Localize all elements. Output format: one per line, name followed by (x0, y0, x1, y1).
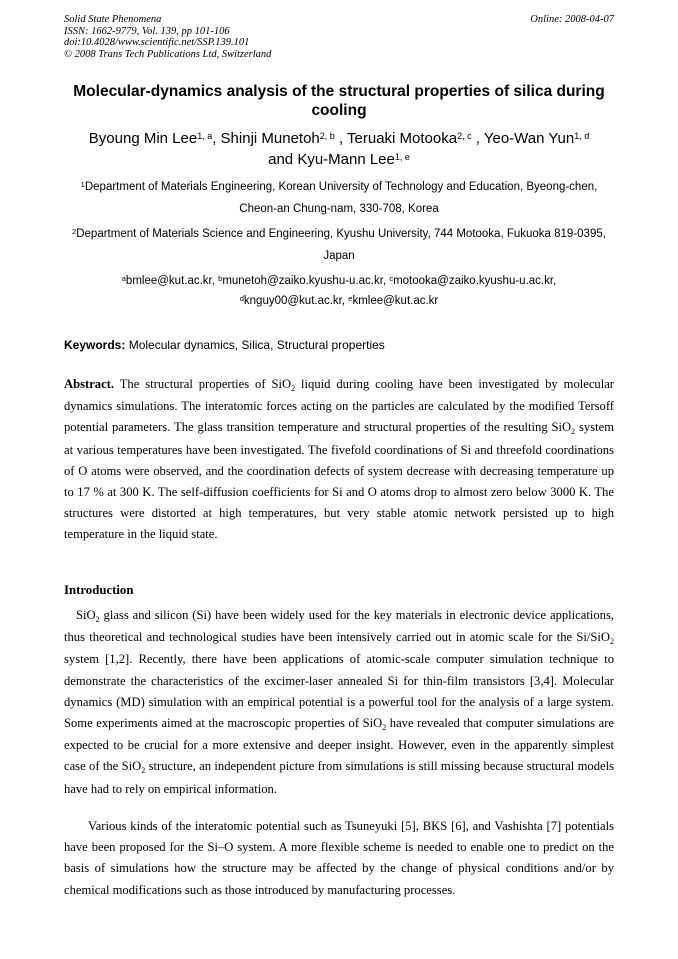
journal-name: Solid State Phenomena (64, 14, 162, 25)
section-heading: Introduction (64, 583, 134, 597)
subscript: 2 (382, 723, 387, 733)
email-mark: e (348, 294, 353, 303)
keywords (64, 336, 614, 354)
author-name: Teruaki Motooka (347, 130, 458, 147)
keywords-text: Molecular dynamics, Silica, Structural properties (128, 338, 385, 352)
affiliation-mark: 1 (80, 180, 85, 189)
subscript: 2 (610, 637, 614, 647)
affiliation-2 (64, 223, 614, 267)
email-link[interactable]: kmlee@kut.ac.kr (352, 295, 439, 307)
affiliation-mark: 2 (72, 227, 77, 236)
doi-line[interactable]: doi:10.4028/www.scientific.net/SSP.139.101 (64, 37, 250, 49)
paragraph-text: glass and silicon (Si) have been widely used for the key materials in electronic device applications, thus theoretical and technological studies have been intensively carried out in atomic scale for the Si/SiO (64, 608, 614, 645)
keywords-label: Keywords: (64, 338, 126, 352)
author-name: Byoung Min Lee (88, 130, 198, 147)
author-affiliation-mark: 2, b (319, 131, 335, 141)
email-mark: b (218, 274, 223, 283)
subscript: 2 (291, 384, 296, 393)
online-date: Online: 2008-04-07 (530, 14, 614, 25)
author-name: Yeo-Wan Yun (483, 130, 575, 147)
subscript: 2 (141, 766, 146, 776)
subscript: 2 (571, 427, 576, 437)
email-link[interactable]: munetoh@zaiko.kyushu-u.ac.kr (222, 275, 383, 287)
abstract (64, 374, 614, 546)
paragraph-text: have revealed that computer simulations are expected to be crucial for a more extensive and deeper insight. However, even in the apparently simplest case of the SiO (64, 716, 614, 774)
paper-title: Molecular-dynamics analysis of the structural properties of silica during cooling (73, 83, 605, 119)
abstract-text: The structural properties of SiO (119, 377, 292, 391)
abstract-text: liquid during cooling have been investigated by molecular dynamics simulations. The interatomic forces acting on the particles are calculated by the modified Tersoff potential parameters. The glass transition temperature and structural properties of the resulting SiO (64, 377, 615, 435)
email-link[interactable]: motooka@zaiko.kyushu-u.ac.kr (393, 275, 554, 287)
author-affiliation-mark: 1, e (394, 152, 410, 162)
affiliation-text: Department of Materials Science and Engineering, Kyushu University, 744 Motooka, Fukuoka 819-0395, Japan (76, 228, 606, 262)
email-list: $^a$bmlee@kut.ac.kr, $^b$munetoh@zaiko.kyushu-u.ac.kr, $^c$motooka@zaiko.kyushu-u.ac.kr, $^d$knguy00@kut.ac.kr, $^e$kmlee@kut.ac.kr (121, 274, 557, 307)
author-list: Byoung Min Lee$^{1, a}$, Shinji Munetoh$^{2, b}$ , Teruaki Motooka$^{2, c}$ , Yeo-Wan Yun$^{1, d}$ and Kyu-Mann Lee$^{1, e}$ (88, 130, 590, 168)
abstract-text: system at various temperatures have been investigated. The fivefold coordinations of Si and threefold coordinations of O atoms were observed, and the coordination defects of system decrease with decreasing temperature up to 17 % at 300 K. The self-diffusion coefficients for Si and O atoms drop to almost zero below 3000 K. The structures were distorted at high temperatures, but very stable atomic network persisted up to high temperature in the liquid state. (64, 420, 614, 542)
copyright-line: © 2008 Trans Tech Publications Ltd, Switzerland (64, 48, 272, 60)
journal-header (64, 14, 271, 60)
author-affiliation-mark: 1, d (574, 131, 590, 141)
paragraph-text: structure, an independent picture from simulations is still missing because structural models have had to rely on empirical information. (64, 759, 614, 796)
email-link[interactable]: knguy00@kut.ac.kr (243, 295, 342, 307)
abstract-label: Abstract. (64, 377, 115, 391)
email-mark: a (121, 274, 126, 283)
author-affiliation-mark: 2, c (457, 131, 472, 141)
intro-paragraph-2: Various kinds of the interatomic potential such as Tsuneyuki [5], BKS [6], and Vashishta [7] potentials have been proposed for the Si–O system. A more flexible scheme is needed to enable one to predict on the basis of simulations how the structure may be affected by the change of physical conditions and/or by chemical modifications such as those introduced by manufacturing processes. (64, 819, 614, 897)
email-mark: d (239, 294, 244, 303)
email-link[interactable]: bmlee@kut.ac.kr (125, 275, 212, 287)
author-name: Kyu-Mann Lee (297, 151, 395, 168)
author-affiliation-mark: 1, a (197, 131, 213, 141)
subscript: 2 (95, 615, 100, 624)
issn-line: ISSN: 1662-9779, Vol. 139, pp 101-106 (64, 25, 230, 37)
affiliation-text: Department of Materials Engineering, Korean University of Technology and Education, Byeong-chen, Cheon-an Chung-nam, 330-708, Korea (84, 181, 598, 215)
affiliation-1 (64, 176, 614, 220)
author-name: Shinji Munetoh (220, 130, 320, 147)
paragraph-text: system [1,2]. Recently, there have been applications of atomic-scale computer simulation technique to demonstrate the characteristics of the excimer-laser annealed Si for thin-film transistors [3,4]. Molecular dynamics (MD) simulation with an empirical potential is a powerful tool for the analysis of a large system. Some experiments aimed at the macroscopic properties of SiO (64, 652, 614, 731)
email-mark: c (389, 274, 394, 283)
paragraph-text: SiO (76, 608, 96, 622)
intro-paragraph-1 (64, 605, 614, 800)
